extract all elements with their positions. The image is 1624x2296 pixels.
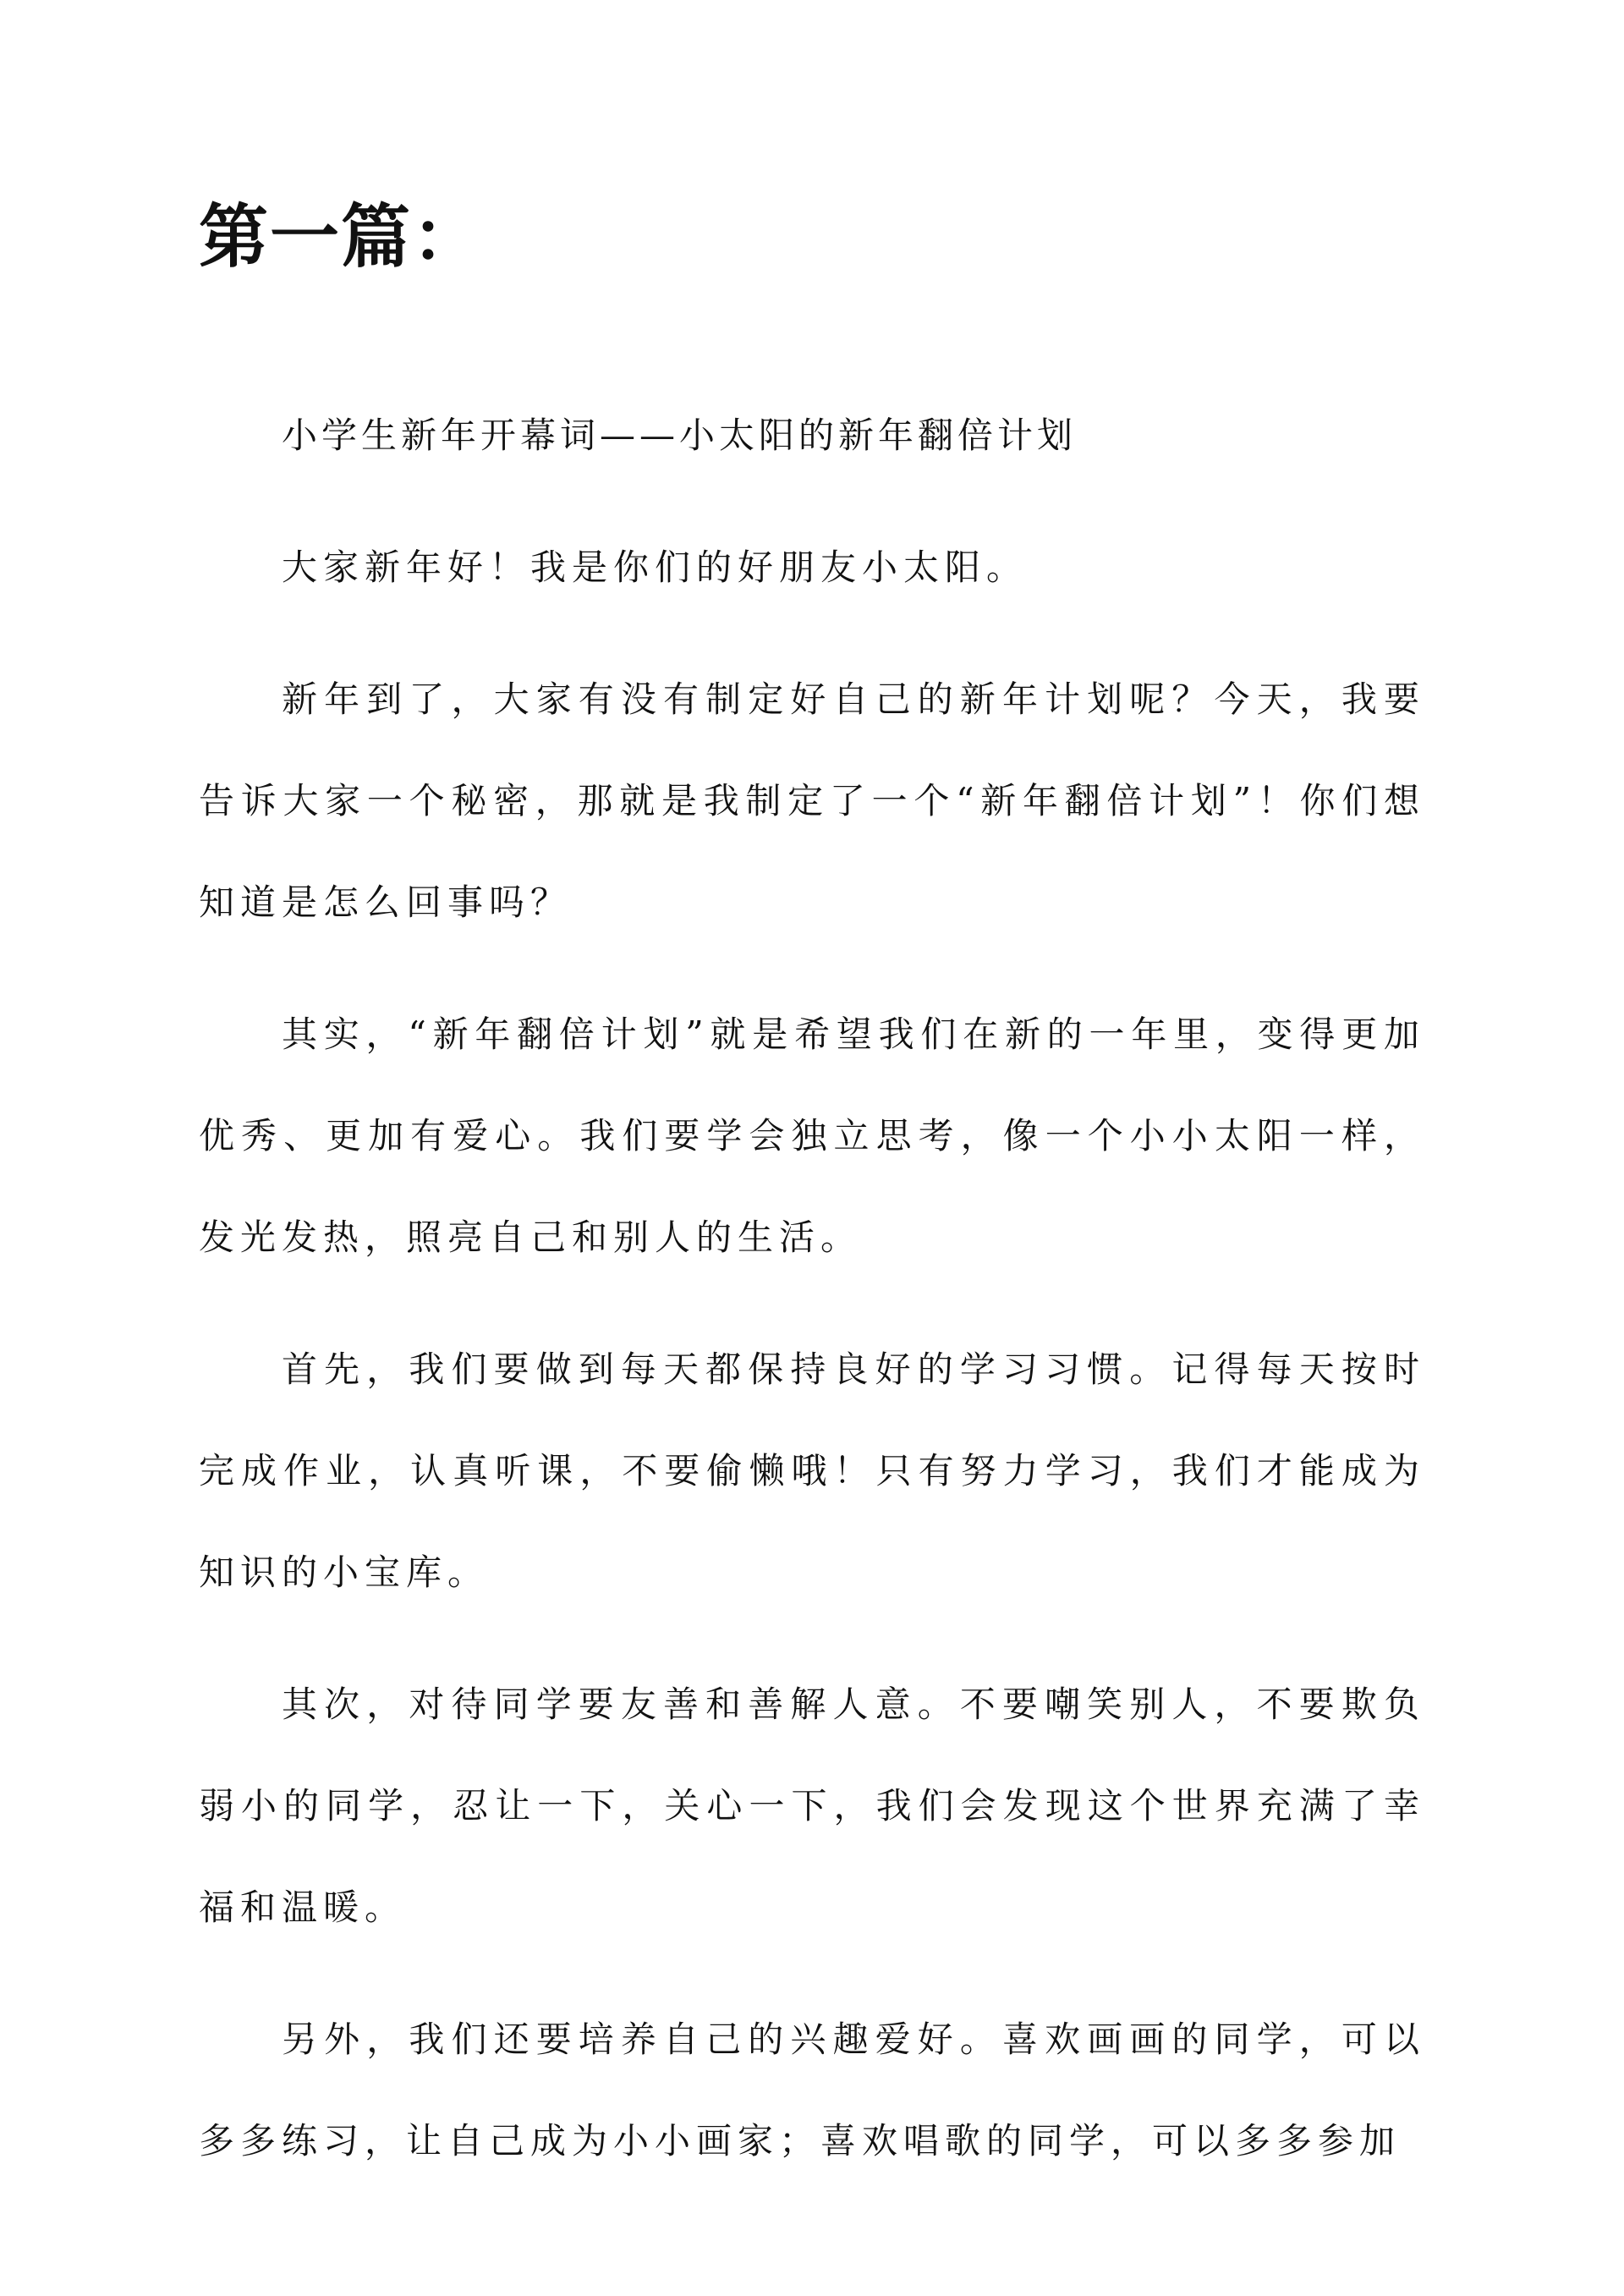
document-body [199,385,1425,2222]
paragraph-kindness: 其次，对待同学要友善和善解人意。不要嘲笑别人，不要欺负弱小的同学，忍让一下，关心一下，我们会发现这个世界充满了幸福和温暖。 [199,1684,1425,1928]
paragraph-greeting: 大家新年好！我是你们的好朋友小太阳。 [282,547,1029,588]
paragraph-intro: 新年到了，大家有没有制定好自己的新年计划呢？今天，我要告诉大家一个秘密，那就是我制定了一个“新年翻倍计划”！你们想知道是怎么回事吗？ [199,678,1425,923]
paragraph-plan-meaning: 其实，“新年翻倍计划”就是希望我们在新的一年里，变得更加优秀、更加有爱心。我们要学会独立思考，像一个小小太阳一样，发光发热，照亮自己和别人的生活。 [199,1013,1425,1258]
speech-title: 小学生新年开幕词——小太阳的新年翻倍计划 [282,415,1078,456]
section-heading: 第一篇： [199,196,484,277]
paragraph-study-habits: 首先，我们要做到每天都保持良好的学习习惯。记得每天按时完成作业，认真听课，不要偷懒哦！只有努力学习，我们才能成为知识的小宝库。 [199,1348,1425,1593]
paragraph-hobbies: 另外，我们还要培养自己的兴趣爱好。喜欢画画的同学，可以多多练习，让自己成为小小画家；喜欢唱歌的同学，可以多多参加 [199,2019,1425,2161]
